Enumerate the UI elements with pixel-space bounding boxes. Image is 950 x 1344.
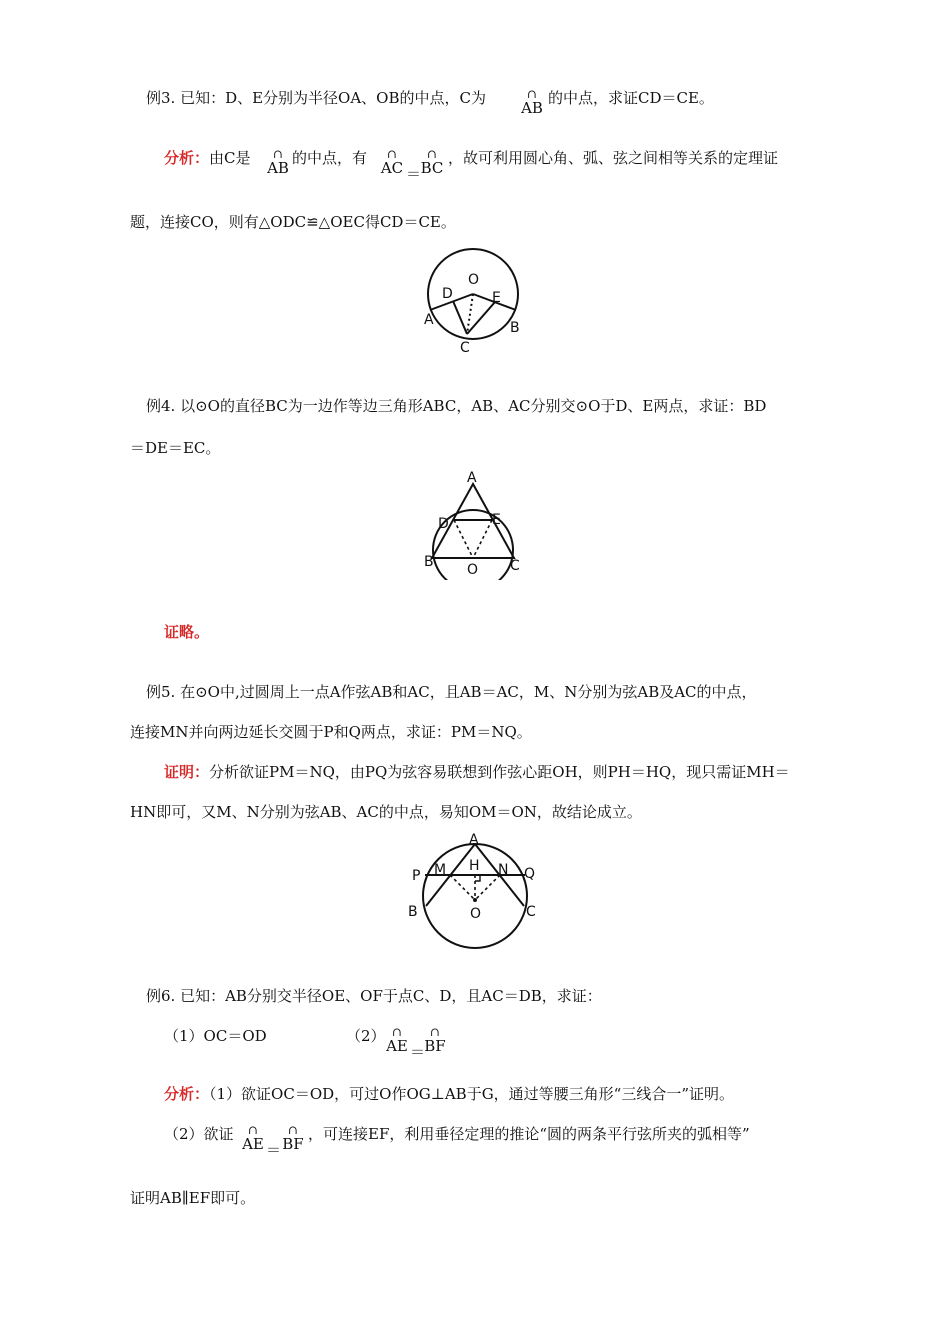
label-d: D [442, 286, 453, 302]
segment-mo-dashed [450, 875, 475, 900]
label-b: B [510, 320, 520, 336]
segment-eo-dashed [473, 520, 492, 558]
label-o: O [470, 906, 482, 922]
label-c: C [510, 558, 520, 574]
ex6-analysis-line2: ，可连接EF，利用垂径定理的推论“圆的两条平行弦所夹的弧相等” [308, 1125, 750, 1143]
label-h: H [469, 858, 480, 874]
label-c: C [526, 904, 536, 920]
center-dot [473, 898, 477, 902]
label-o: O [468, 272, 480, 288]
segment-dc [453, 301, 467, 334]
ex5-question-line2: 连接MN并向两边延长交圆于P和Q两点，求证：PM＝NQ。 [130, 723, 532, 741]
ex6-analysis-line1: 分析：（1）欲证OC＝OD，可过O作OG⊥AB于G，通过等腰三角形“三线合一”证明。 [164, 1085, 735, 1103]
arc-ab-notation: ∩ AB [518, 88, 546, 116]
ex5-question-line1: 例5. 在⊙O中,过圆周上一点A作弦AB和AC，且AB＝AC，M、N分别为弦AB及AC的中点， [146, 683, 757, 701]
ex3-analysis: 分析：由C是 [164, 149, 251, 167]
label-e: E [492, 290, 501, 306]
arc-ae-notation: ∩ AE [384, 1026, 410, 1054]
equals-sign: ＝ [406, 165, 422, 183]
arc-ab-notation-2: ∩ AB [264, 148, 292, 176]
ex6-item2-prefix: （2） [346, 1027, 386, 1045]
arc-symbol-icon: ∩ [386, 147, 398, 161]
label-a: A [467, 470, 477, 486]
figure-ex5-chord [404, 830, 544, 954]
figure-ex4-triangle [420, 468, 526, 580]
label-b: B [408, 904, 418, 920]
label-c: C [460, 340, 470, 356]
ex6-analysis-line2-prefix: （2）欲证 [164, 1125, 234, 1143]
arc-symbol-icon: ∩ [426, 147, 438, 161]
arc-bf-notation: ∩ BF [422, 1026, 448, 1054]
segment-ec [467, 302, 495, 334]
proof-label: 证明： [164, 763, 210, 781]
arc-symbol-icon: ∩ [526, 87, 538, 101]
label-a: A [469, 832, 479, 848]
arc-ac-notation: ∩ AC [378, 148, 406, 176]
ex3-analysis-line2: 题，连接CO，则有△ODC≌△OEC得CD＝CE。 [130, 213, 456, 231]
figure-ex3-circle [420, 244, 530, 356]
ex4-question-line2: ＝DE＝EC。 [130, 439, 221, 457]
arc-symbol-icon: ∩ [272, 147, 284, 161]
analysis-label: 分析： [164, 1085, 210, 1103]
label-q: Q [524, 866, 536, 882]
ex3-question: 例3. 已知：D、E分别为半径OA、OB的中点，C为 [146, 89, 486, 107]
ex5-proof-line1: 证明：分析欲证PM＝NQ，由PQ为弦容易联想到作弦心距OH，则PH＝HQ，现只需证MH＝ [164, 763, 790, 781]
arc-bf-notation-2: ∩ BF [280, 1124, 306, 1152]
analysis-label: 分析： [164, 149, 210, 167]
label-b: B [424, 554, 434, 570]
ex6-question: 例6. 已知：AB分别交半径OE、OF于点C、D，且AC＝DB，求证： [146, 987, 602, 1005]
ex4-proof: 证略。 [164, 623, 210, 641]
arc-bc-notation: ∩ BC [418, 148, 446, 176]
ex5-proof-line2: HN即可，又M、N分别为弦AB、AC的中点，易知OM＝ON，故结论成立。 [130, 803, 642, 821]
arc-symbol-icon: ∩ [287, 1123, 299, 1137]
ex3-question-end: 的中点，求证CD＝CE。 [548, 89, 714, 107]
ex6-analysis-line3: 证明AB∥EF即可。 [130, 1189, 256, 1207]
arc-symbol-icon: ∩ [391, 1025, 403, 1039]
segment-no-dashed [475, 875, 500, 900]
equals-sign: ＝ [266, 1141, 282, 1159]
arc-symbol-icon: ∩ [247, 1123, 259, 1137]
arc-symbol-icon: ∩ [429, 1025, 441, 1039]
ex3-analysis-end: ，故可利用圆心角、弧、弦之间相等关系的定理证 [448, 149, 779, 167]
label-o: O [467, 562, 479, 578]
label-d: D [438, 516, 449, 532]
label-a: A [424, 312, 434, 328]
label-p: P [412, 868, 421, 884]
segment-do-dashed [454, 520, 473, 558]
equals-sign: ＝ [410, 1043, 426, 1061]
label-e: E [492, 512, 501, 528]
label-m: M [434, 862, 447, 878]
ex6-item1: （1）OC＝OD [164, 1027, 267, 1045]
label-n: N [498, 862, 509, 878]
ex4-question-line1: 例4. 以⊙O的直径BC为一边作等边三角形ABC，AB、AC分别交⊙O于D、E两点，求证：BD [146, 397, 767, 415]
arc-ae-notation-2: ∩ AE [240, 1124, 266, 1152]
ex3-analysis-mid: 的中点，有 [292, 149, 368, 167]
